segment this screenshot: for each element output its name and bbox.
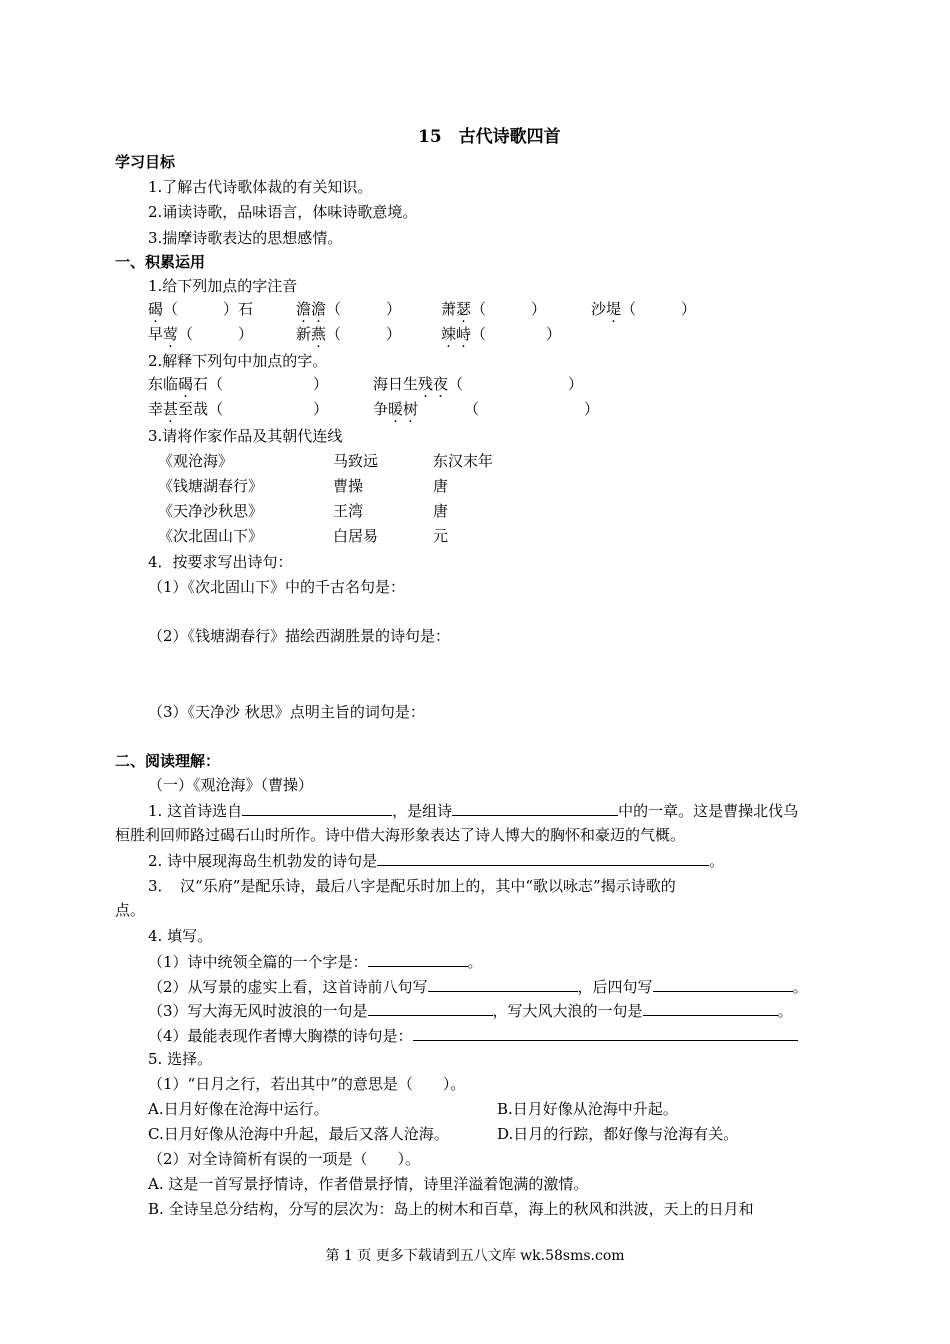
pinyin-item-5: 早莺（ ） — [148, 325, 254, 343]
dotted-char: 树 — [403, 400, 419, 418]
q4-part-2: （2）《钱塘湖春行》描绘西湖胜景的诗句是： — [148, 627, 451, 645]
answer-blank — [242, 800, 392, 816]
q4-part-1: （1）《次北固山下》中的千古名句是： — [148, 578, 406, 596]
answer-blank — [653, 976, 793, 992]
page-footer: 第 1 页 更多下载请到五八文库 wk.58sms.com — [325, 1248, 625, 1264]
pinyin-item-4: 沙堤（ ） — [591, 300, 697, 318]
dotted-char: 夜 — [433, 375, 449, 393]
pinyin-item-7: 竦峙（ ） — [441, 325, 562, 343]
explain-item-1: 东临碣石（ ） — [148, 375, 329, 393]
answer-blank — [368, 951, 468, 967]
author-4: 白居易 — [333, 527, 379, 545]
option-a: A.日月好像在沧海中运行。 — [148, 1100, 329, 1118]
option-d: D.日月的行踪，都好像与沧海有关。 — [497, 1125, 739, 1143]
pinyin-item-3: 萧瑟（ ） — [441, 300, 547, 318]
section-2-heading: 二、阅读理解： — [115, 752, 221, 770]
r-q3-line-2: 点。 — [115, 901, 146, 919]
dotted-char: 峙 — [456, 325, 472, 343]
q3-prompt: 3.请将作家作品及其朝代连线 — [148, 427, 343, 445]
dotted-char: 残 — [418, 375, 434, 393]
goal-2: 2.诵读诗歌，品味语言，体味诗歌意境。 — [148, 203, 418, 221]
author-1: 马致远 — [333, 452, 379, 470]
r-q4: 4. 填写。 — [148, 927, 213, 945]
pinyin-item-2: 澹澹（ ） — [296, 300, 402, 318]
r-q1-line-2: 桓胜利回师路过碣石山时所作。诗中借大海形象表达了诗人博大的胸怀和豪迈的气概。 — [115, 826, 686, 844]
page-title: 15 古代诗歌四首 — [418, 127, 561, 147]
explain-item-3: 幸甚至哉（ ） — [148, 400, 329, 418]
q2-prompt: 2.解释下列句中加点的字。 — [148, 352, 328, 370]
dotted-char: 堤 — [606, 300, 622, 318]
dotted-char: 瑟 — [456, 300, 472, 318]
goal-1: 1.了解古代诗歌体裁的有关知识。 — [148, 178, 373, 196]
author-3: 王湾 — [333, 502, 364, 520]
r-q4-1: （1）诗中统领全篇的一个字是： 。 — [148, 953, 483, 971]
r-q3-line-1: 3． 汉“乐府”是配乐诗，最后八字是配乐时加上的，其中“歌以咏志”揭示诗歌的 — [148, 877, 676, 895]
dotted-char: 碣 — [178, 375, 194, 393]
dotted-char: 燕 — [311, 325, 327, 343]
answer-blank — [368, 1000, 493, 1016]
r-q2: 2. 诗中展现海岛生机勃发的诗句是 。 — [148, 852, 725, 870]
r-q5-2: （2）对全诗简析有误的一项是（ ）。 — [148, 1150, 421, 1168]
dotted-char: 澹 — [296, 300, 312, 318]
explain-item-2: 海日生残夜（ ） — [373, 375, 584, 393]
r-q5: 5. 选择。 — [148, 1050, 213, 1068]
option-b: B.日月好像从沧海中升起。 — [497, 1100, 678, 1118]
goal-3: 3.揣摩诗歌表达的思想感情。 — [148, 229, 343, 247]
r-q4-2: （2）从写景的虚实上看，这首诗前八句写 ，后四句写 。 — [148, 978, 808, 996]
dotted-char: 暖 — [388, 400, 404, 418]
work-2: 《钱塘湖春行》 — [158, 477, 264, 495]
q4-part-3: （3）《天净沙 秋思》点明主旨的词句是： — [148, 703, 425, 721]
reading-subheading: （一）《观沧海》（曹操） — [148, 776, 314, 794]
dotted-char: 澹 — [311, 300, 327, 318]
pinyin-item-6: 新燕（ ） — [296, 325, 402, 343]
r-q5-1: （1）“日月之行，若出其中”的意思是（ ）。 — [148, 1075, 466, 1093]
section-1-heading: 一、积累运用 — [115, 253, 206, 271]
dotted-char: 甚 — [163, 400, 179, 418]
work-1: 《观沧海》 — [158, 452, 234, 470]
work-3: 《天净沙秋思》 — [158, 502, 264, 520]
q1-prompt: 1.给下列加点的字注音 — [148, 277, 298, 295]
dynasty-4: 元 — [433, 527, 449, 545]
dynasty-3: 唐 — [433, 502, 449, 520]
dynasty-2: 唐 — [433, 477, 449, 495]
answer-blank — [377, 850, 709, 866]
q4-prompt: 4．按要求写出诗句： — [148, 553, 293, 571]
dotted-char: 竦 — [441, 325, 457, 343]
explain-item-4: 争暖树 （ ） — [373, 400, 600, 418]
answer-blank — [413, 1025, 798, 1041]
work-4: 《次北固山下》 — [158, 527, 264, 545]
pinyin-item-1: 碣（ ）石 — [148, 300, 254, 318]
answer-blank — [428, 976, 578, 992]
r-q1-line-1: 1. 这首诗选自 ，是组诗 中的一章。这是曹操北伐乌 — [148, 802, 799, 820]
section-goals-heading: 学习目标 — [115, 153, 176, 171]
dynasty-1: 东汉末年 — [433, 452, 494, 470]
r-q4-4: （4）最能表现作者博大胸襟的诗句是： — [148, 1025, 798, 1046]
dotted-char: 碣 — [148, 300, 164, 318]
answer-blank — [452, 800, 618, 816]
r-q4-3: （3）写大海无风时波浪的一句是 ，写大风大浪的一句是 。 — [148, 1002, 793, 1020]
option-c: C.日月好像从沧海中升起，最后又落人沧海。 — [148, 1125, 449, 1143]
answer-a: A. 这是一首写景抒情诗，作者借景抒情，诗里洋溢着饱满的激情。 — [148, 1175, 589, 1193]
author-2: 曹操 — [333, 477, 364, 495]
dotted-char: 莺 — [163, 325, 179, 343]
answer-blank — [643, 1000, 778, 1016]
answer-b: B. 全诗呈总分结构，分写的层次为：岛上的树木和百草，海上的秋风和洪波，天上的日月和 — [148, 1200, 754, 1218]
